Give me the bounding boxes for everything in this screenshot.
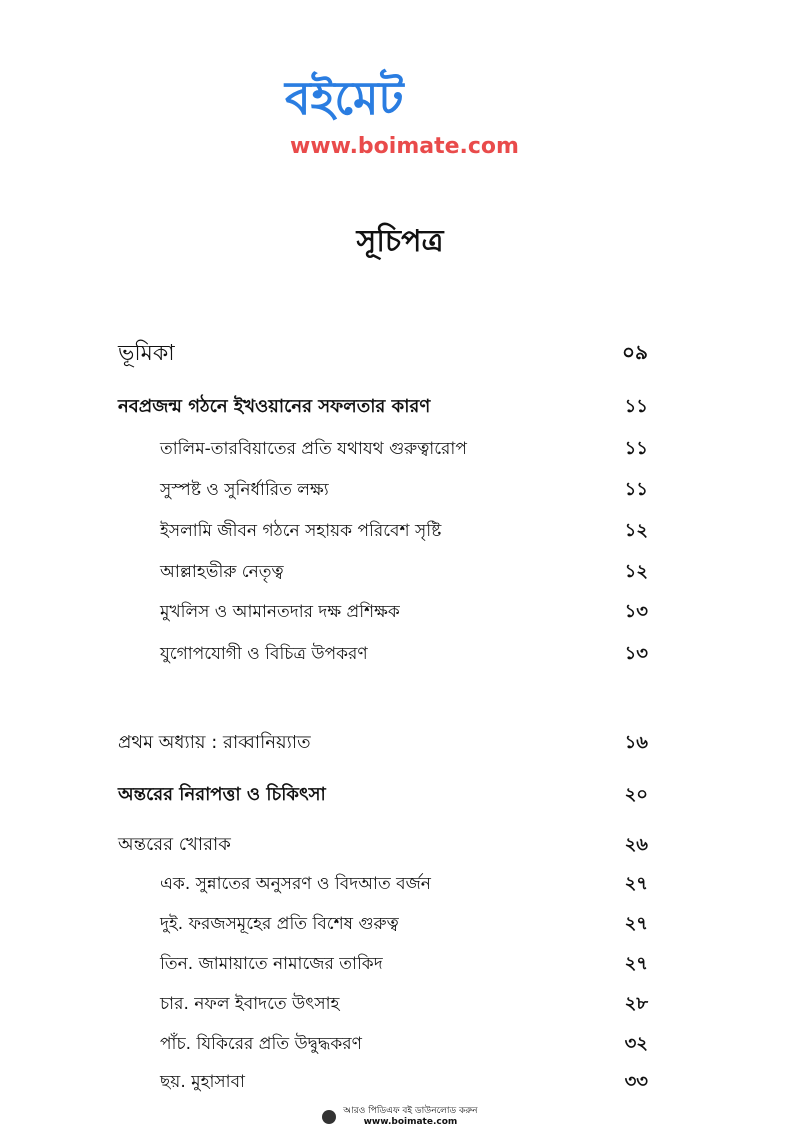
toc-entry-page: ১১ <box>624 396 648 417</box>
toc-entry-label: এক. সুন্নাতের অনুসরণ ও বিদআত বর্জন <box>160 874 431 894</box>
toc-entry-page: ৩৩ <box>624 1071 648 1092</box>
toc-subentry[interactable] <box>118 1032 648 1062</box>
toc-entry-page: ১২ <box>624 561 648 582</box>
toc-entry-label: প্রথম অধ্যায় : রাব্বানিয়্যাত <box>118 732 311 753</box>
toc-entry-page: ৩২ <box>624 1033 648 1054</box>
toc-entry-page: ২৬ <box>624 834 648 855</box>
page-title: সূচিপত্র <box>356 224 444 259</box>
footer-link[interactable]: www.boimate.com <box>363 1117 458 1127</box>
toc-entry[interactable] <box>118 833 648 863</box>
toc-entry-label: অন্তরের খোরাক <box>118 834 231 855</box>
toc-entry-page: ১৩ <box>624 601 648 622</box>
toc-subentry[interactable] <box>118 992 648 1022</box>
toc-subentry[interactable] <box>118 642 648 672</box>
toc-entry-page: ২৭ <box>624 953 648 974</box>
watermark-url: www.boimate.com <box>290 134 519 159</box>
footer-text: আরও পিডিএফ বই ডাউনলোড করুন <box>343 1106 478 1116</box>
footer <box>0 1106 800 1128</box>
toc-entry-label: সুস্পষ্ট ও সুনির্ধারিত লক্ষ্য <box>160 480 329 500</box>
toc-entry-label: চার. নফল ইবাদতে উৎসাহ <box>160 994 340 1014</box>
toc-subentry[interactable] <box>118 872 648 902</box>
toc-entry-page: ২৭ <box>624 873 648 894</box>
toc-entry-page: ২০ <box>624 784 648 805</box>
toc-entry-page: ২৭ <box>624 913 648 934</box>
toc-subentry[interactable] <box>118 952 648 982</box>
toc-entry-label: আল্লাহভীরু নেতৃত্ব <box>160 562 284 582</box>
toc-entry-label: অন্তরের নিরাপত্তা ও চিকিৎসা <box>118 784 326 805</box>
toc-entry-page: ২৮ <box>624 993 648 1014</box>
toc-entry-page: ১৩ <box>624 643 648 664</box>
toc-entry-page: ১২ <box>624 520 648 541</box>
watermark <box>285 70 545 170</box>
toc-subentry[interactable] <box>118 912 648 942</box>
toc-entry[interactable] <box>118 783 648 813</box>
toc-entry-label: ইসলামি জীবন গঠনে সহায়ক পরিবেশ সৃষ্টি <box>160 521 442 541</box>
toc-entry-label: দুই. ফরজসমূহের প্রতি বিশেষ গুরুত্ব <box>160 914 399 934</box>
toc-entry-label: পাঁচ. যিকিরের প্রতি উদ্বুদ্ধকরণ <box>160 1034 362 1054</box>
toc-subentry[interactable] <box>118 478 648 508</box>
toc-entry-label: তিন. জামায়াতে নামাজের তাকিদ <box>160 954 383 974</box>
toc-entry[interactable] <box>118 395 648 425</box>
toc-entry-label: মুখলিস ও আমানতদার দক্ষ প্রশিক্ষক <box>160 602 400 622</box>
download-icon <box>322 1110 336 1124</box>
toc-entry[interactable] <box>118 731 648 761</box>
toc-subentry[interactable] <box>118 560 648 590</box>
toc-subentry[interactable] <box>118 600 648 630</box>
toc-entry-label: ছয়. মুহাসাবা <box>160 1072 245 1092</box>
toc-entry-label: তালিম-তারবিয়াতের প্রতি যথাযথ গুরুত্বারোপ <box>160 439 467 459</box>
watermark-logo: বইমেট <box>285 71 404 125</box>
toc-subentry[interactable] <box>118 1070 648 1100</box>
toc-entry[interactable] <box>118 340 648 370</box>
toc-entry-page: ০৯ <box>622 340 648 364</box>
toc-entry-label: নবপ্রজন্ম গঠনে ইখওয়ানের সফলতার কারণ <box>118 396 431 417</box>
toc-subentry[interactable] <box>118 437 648 467</box>
toc-entry-label: ভূমিকা <box>118 341 175 366</box>
toc-entry-page: ১১ <box>624 438 648 459</box>
toc-entry-label: যুগোপযোগী ও বিচিত্র উপকরণ <box>160 644 368 664</box>
toc-entry-page: ১১ <box>624 479 648 500</box>
toc-entry-page: ১৬ <box>624 732 648 753</box>
toc-subentry[interactable] <box>118 519 648 549</box>
